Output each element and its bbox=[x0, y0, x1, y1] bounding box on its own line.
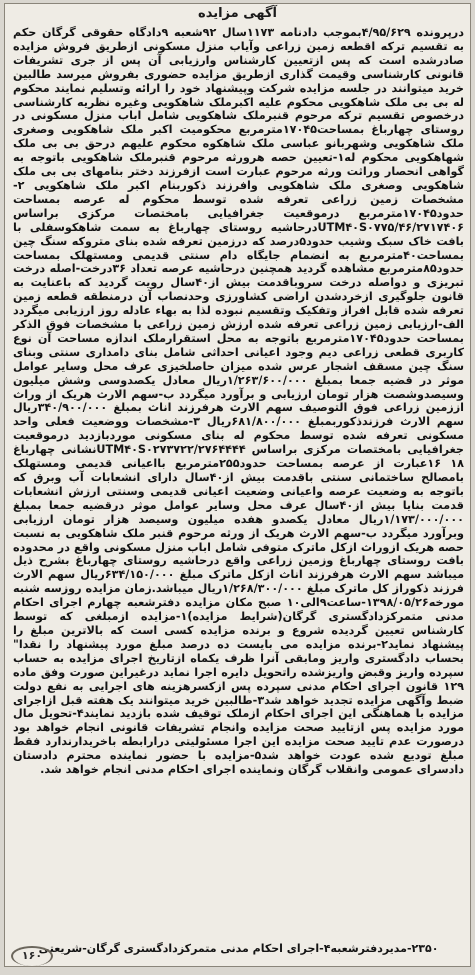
page-number-mark: ۱۶۰ bbox=[11, 946, 53, 966]
newspaper-notice bbox=[4, 3, 471, 967]
notice-footer: ۲۳۵۰-مدیردفترشعبه۴-اجرای احکام مدنی متمرکزدادگستری گرگان-شریعتی bbox=[38, 942, 439, 955]
notice-body: درپرونده ۴/۹۵/۶۲۹بموجب دادنامه ۱۱۷۳سال ۹۲شعبه ۹دادگاه حقوقی گرگان حکم به تقسیم ترکه اقطعه زمین زراعی وآیاب منزل مسکونی ازطریق فروش مزایده صادرشده است که پس ازتعیین کارشناس وارزیابی آن پس از جری تشریفات قانونی کارشناسی وقیمت گذاری ازطریق مزایده حضوری بفروش میرسد طالبین خرید میتوانند در جلسه مزایده شرکت وپیشنهاد خود را ارائه وتسلیم نمایند محکوم له بی بی ملک شاهکویی محکوم علیه اکبرملک شاهکویی وغیره نظریه کارشناسی درخصوص تقسیم ترکه مرحوم قنبرملک شاهکویی شامل اباب منزل مسکونی در روستای چهارباغ بمساحت۱۷۰۴۵مترمربع محکومیت اکبر ملک شاهکویی وصغری ملک شاهکویی وشهربانو عباسی ملک شاهکوه محکوم علیهم درحق بی بی ملک شهاهکویی محکوم له۱-تعیین حصه هرورثه مرحوم قنبرملک شاهکویی باتوجه به گواهی انحصار وراثت ورثه مرحوم عبارت است ازفرزند دختر بنامهای بی بی ملک شاهکویی وصغری ملک شاهکویی وافرزند ذکوربنام اکبر ملک شاهکویی ۲-مشخصات زمین زراعی تعرفه شده توسط محکوم له عرصه بمساحت حدود۱۷۰۴۵مترمربع درموقعیت جغرافیایی بامختصات مرکزی براساس UTM۴۰S۰۷۷۵/۴۶/۲۷۱۷۴۰۶درحاشیه روستای چهارباغ به سمت شاهکوسفلی با بافت خاک سبک وشیب حدود۵درصد که درزمین تعرفه شده بنای متروکه سنگ چین بمساحت۴۰مترمربع به انضمام جایگاه دام سنتی قدیمی ومستهلک بمساحت حدود۸۵مترمربع مشاهده گردید همچنین درحاشیه عرصه تعداد ۳۶درخت-اصله درخت تبریزی و دواصله درخت سروباقدمت بیش از۴۰سال رویت گردید که باعنایت به قانون جلوگیری ازخردشدن اراضی کشاورزی وحدنصاب آن درمنطقه قطعه زمین تعرفه شده قابل افراز وتفکیک وتقسیم نبوده لذا به بهاء عادله روز ارزیابی میگردد الف-ارزیابی زمین زراعی تعرفه شده ارزش زمین زراعی با مشخصات فوق الذکر بمساحت حدود۱۷۰۴۵مترمربع باتوجه به محل استقرارملک اندازه مساحت آن نوع کاربری قطعی زراعی دیم وجود اعیانی احداثی شامل بنای دامداری سنتی وبنای سنگ چین مسقف اشجار عرس شده میزان حاصلخیزی عرف محل وسایر عوامل موثر در قضیه جمعا بمبلغ ۱/۲۶۳/۶۰۰/۰۰۰ریال معادل یکصدوسی وشش میلیون وسیصدوشصت هزار تومان ارزیابی و برآورد میگردد ب-سهم الارث هریک از وراث اززمین زراعی فوق التوصیف سهم الارث هرفرزند اناث بمبلغ ۳۴۰/۹۰۰/۰۰۰ریال سهم الارث فرزندذکوربمبلغ ۶۸۱/۸۰۰/۰۰۰ریال ۳-مشخصات ووضعیت فعلی واحد مسکونی تعرفه شده توسط محکوم له بنای مسکونی موردبازدید درموقعیت جغرافیایی بامختصات مرکزی براساس UTM۴۰S۰۲۷۳۷۲۲/۲۷۶۴۴۴۴نشانی چهارباغ ۱۸ ۱۶عبارت از عرصه بمساحت حدود۲۵۵مترمربع بااعیانی قدیمی ومستهلک بامصالح ساختمانی سنتی باقدمت بیش از۴۰سال دارای انشعابات آب وبرق که باتوجه به وضعیت عرصه واعیانی وضعیت اعیانی قدیمی وسنتی ارزش انشعابات قدمت بنایا بیش از۴۰سال عرف محل وسایر عوامل موثر درقضیه جمعا بمبلغ ۱/۱۷۳/۰۰۰/۰۰۰ریال معادل یکصدو هفده میلیون وسیصد هزار تومان ارزیابی وبرآورد میگردد ب-سهم الارث هریک از ورثه مرحوم قنبر ملک شاهکویی به نسبت حصه هریک ازوراث ازکل ماترک متوفی شامل اباب منزل مسکونی واقع در محدوده بافت روستای چهارباغ وزمین زراعی واقع درحاشیه روستای چهارباغ بشرح ذیل میباشد سهم الارث هرفرزند اناث ازکل ماترک مبلغ ۶۳۴/۱۵۰/۰۰۰ریال سهم الارث فرزند ذکوراز کل ماترک مبلغ ۱/۲۶۸/۳۰۰/۰۰۰ریال میباشد.زمان مزایده روزسه شنبه مورخه۱۳۹۸/۰۵/۲۶-ساعت۹الی۱۰ صبح مکان مزایده دفترشعبه چهارم اجرای احکام مدنی متمرکزدادگستری گرگان(شرایط مزایده)۱-مزایده ازمبلغی که توسط کارشناس تعیین گردیده شروع و برنده مزایده کسی است که بالاترین مبلغ را پیشنهاد نماید۲-برنده مزایده می بایست ده درصد مبلغ مورد پیشنهاد را نقدا" بحساب دادگستری واریز ومابقی آنرا ظرف یکماه ازتاریخ اجرای مزایده به حساب سپرده واریز وقبض واریزشده راتحویل دایره اجرا نماید درغیراین صورت وفق ماده ۱۲۹ قانون اجرای احکام مدنی سپرده پس ازکسرهزینه های اجرایی به نفع دولت ضبط وآگهی مزایده تجدید خواهد شد۳-طالبین خرید میتوانند یک هفته قبل ازاجرای مزایده با هماهنگی این اجرای احکام ازملک توقیف شده بازدید نمایند۴-تحویل مال مورد مزایده پس ازتایید صحت مزایده وانجام تشریفات قانونی انجام خواهد بود درصورت عدم تایید صحت مزایده این اجرا مسئولیتی درارابطه باخریدارندارد فقط مبلغ تودیع شده عودت خواهد شد۵-مزایده با حضور نماینده محترم دادستان دادسرای عمومی وانقلاب گرگان ونماینده اجرای احکام مدنی انجام خواهد شد. bbox=[9, 26, 465, 777]
notice-title: آگهی مزایده bbox=[198, 6, 277, 21]
